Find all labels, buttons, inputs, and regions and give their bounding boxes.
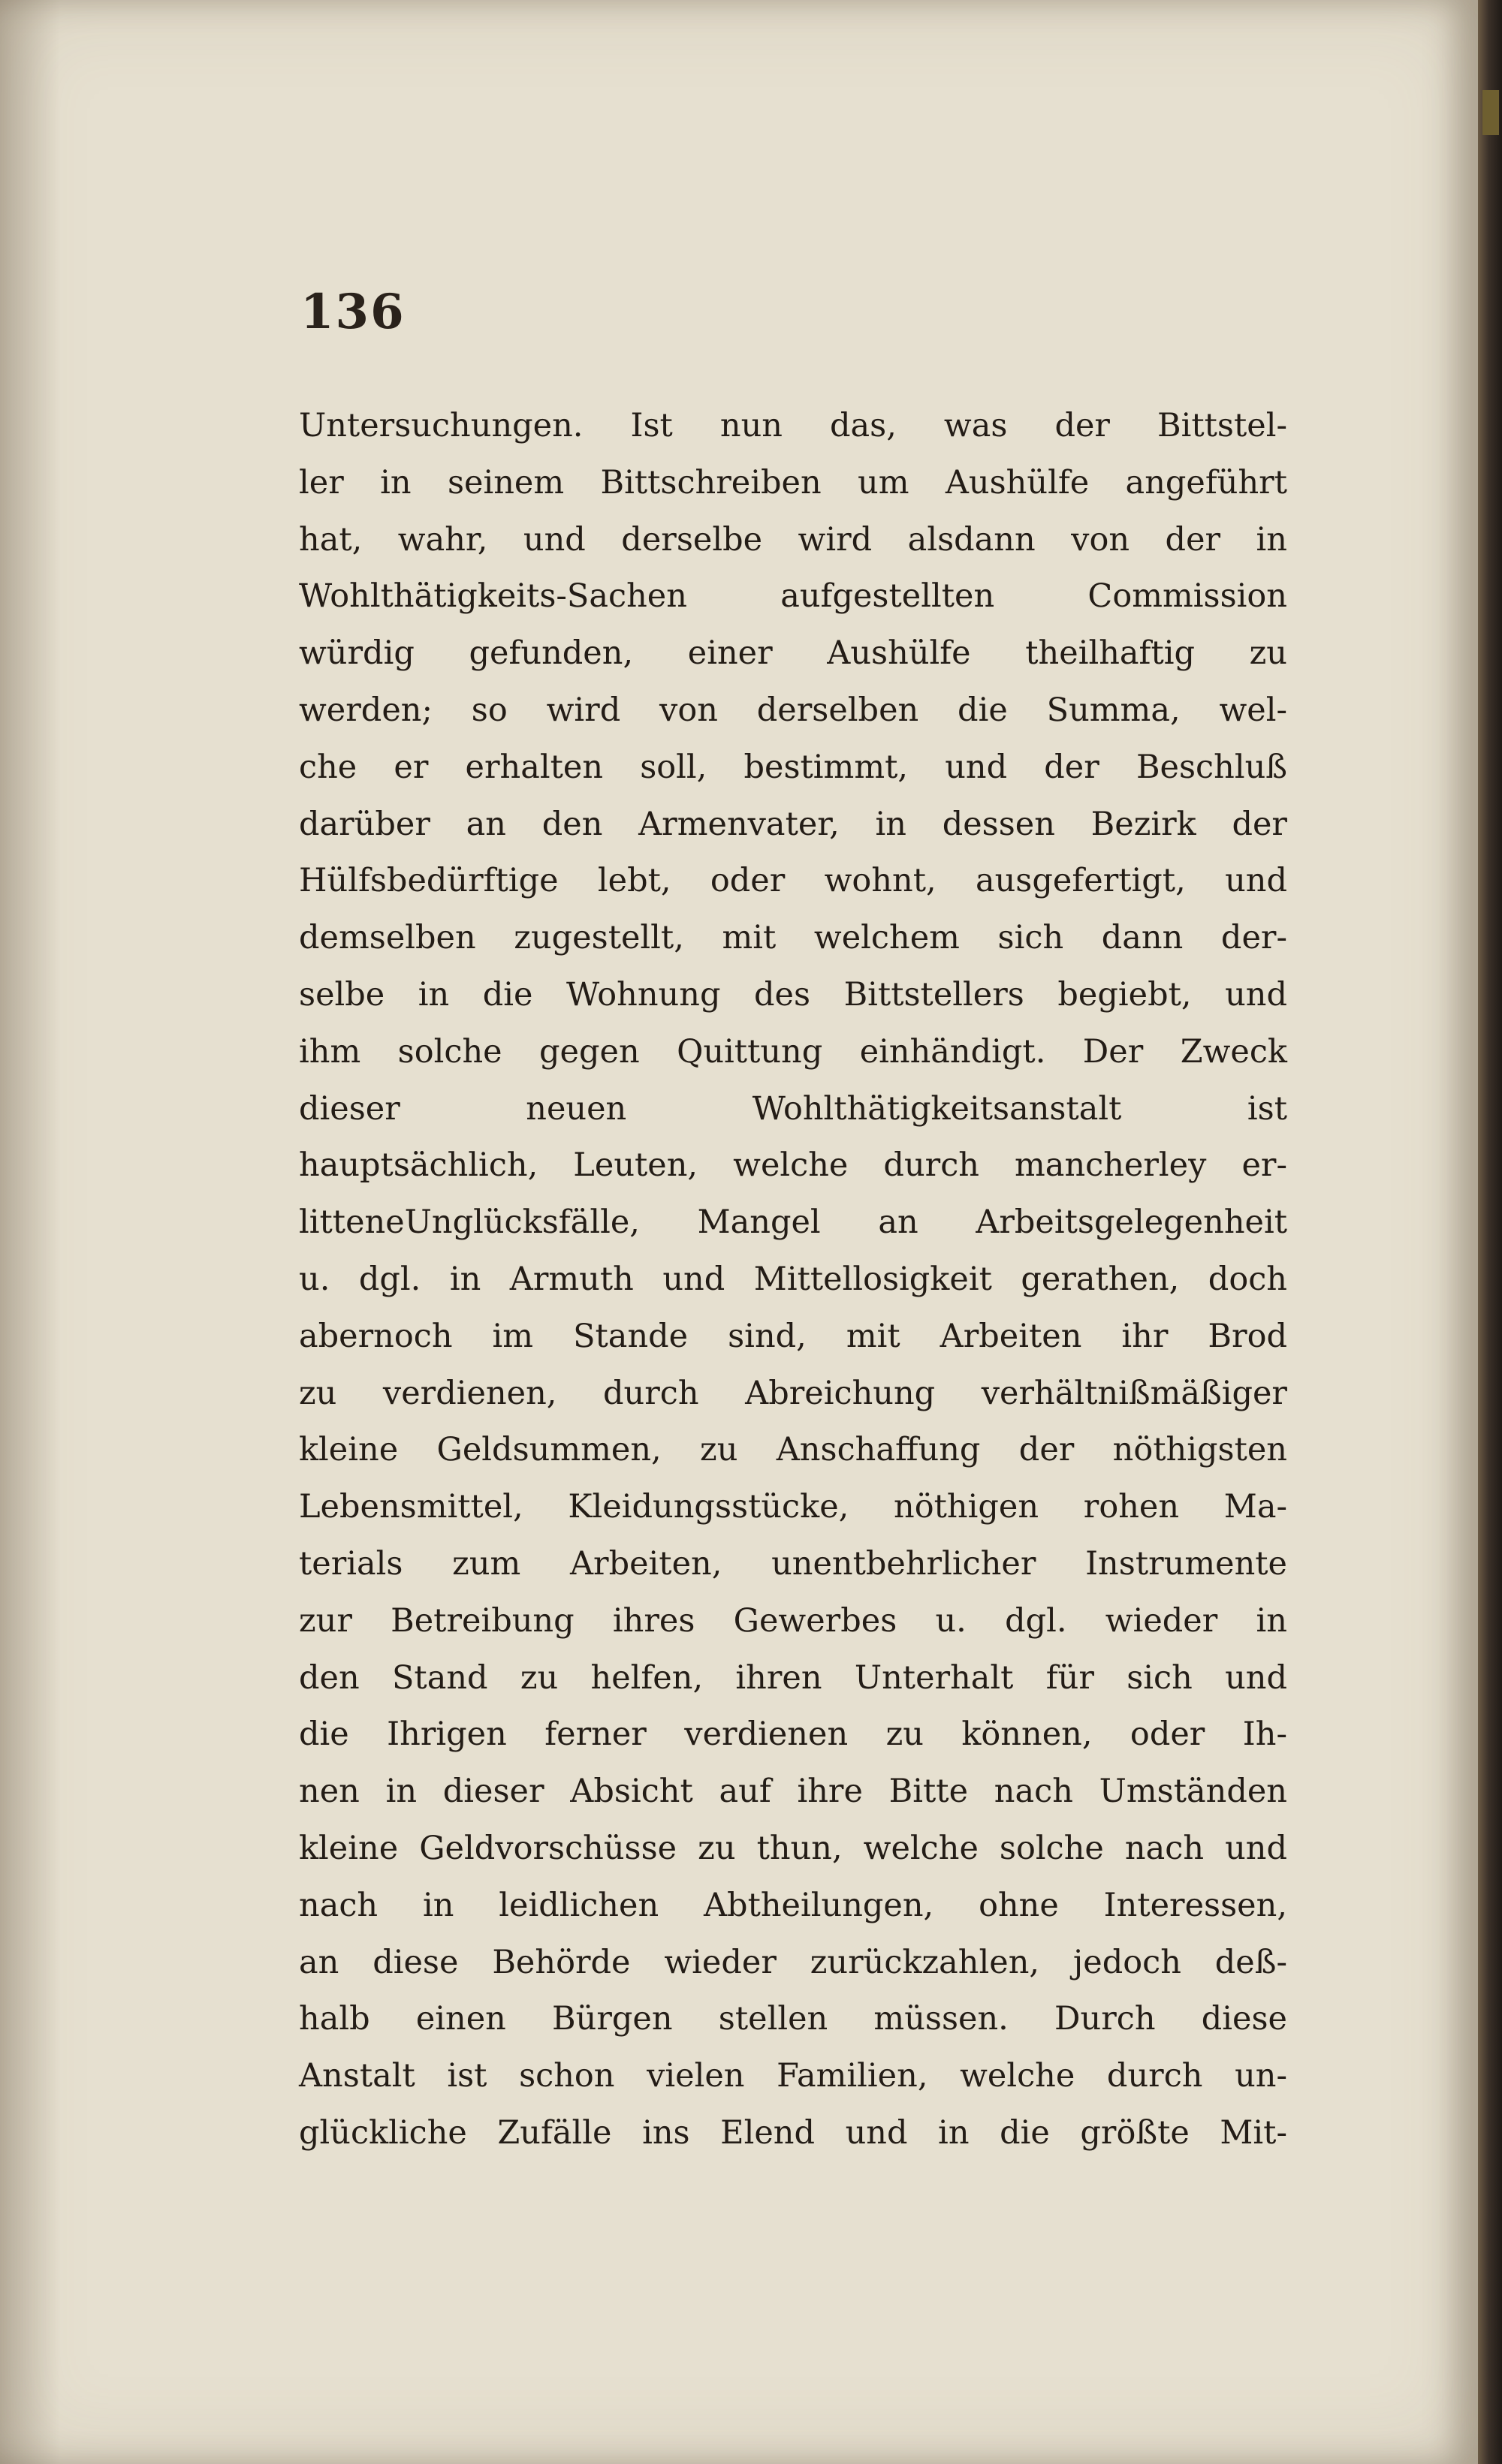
text-line: nen in dieser Absicht auf ihre Bitte nach Umständen [299, 1773, 1287, 1811]
page-gutter-shadow [0, 0, 60, 2464]
text-line: kleine Geldvorschüsse zu thun, welche solche nach und [299, 1829, 1287, 1867]
text-line: zur Betreibung ihres Gewerbes u. dgl. wieder in [299, 1601, 1287, 1640]
text-line: u. dgl. in Armuth und Mittellosigkeit gerathen, doch [299, 1260, 1287, 1298]
page-number: 136 [300, 284, 406, 340]
text-line: den Stand zu helfen, ihren Unterhalt für sich und [299, 1658, 1287, 1697]
text-line: ihm solche gegen Quittung einhändigt. Der Zweck [299, 1032, 1287, 1071]
body-text [299, 398, 1287, 2162]
text-line: an diese Behörde wieder zurückzahlen, jedoch deß- [299, 1943, 1287, 1981]
text-line: dieser neuen Wohlthätigkeitsanstalt ist [299, 1089, 1287, 1128]
text-line: hat, wahr, und derselbe wird alsdann von der in [299, 520, 1287, 559]
text-line: halb einen Bürgen stellen müssen. Durch diese [299, 2000, 1287, 2038]
text-line: Wohlthätigkeits-Sachen aufgestellten Commission [299, 577, 1287, 616]
text-line: die Ihrigen ferner verdienen zu können, oder Ih- [299, 1715, 1287, 1754]
text-line: zu verdienen, durch Abreichung verhältnißmäßiger [299, 1374, 1287, 1412]
text-line: selbe in die Wohnung des Bittstellers begiebt, und [299, 975, 1287, 1014]
text-line: kleine Geldsummen, zu Anschaffung der nöthigsten [299, 1431, 1287, 1469]
bookmark-tab [1482, 90, 1499, 135]
text-line: abernoch im Stande sind, mit Arbeiten ihr Brod [299, 1317, 1287, 1355]
text-line: hauptsächlich, Leuten, welche durch mancherley er- [299, 1146, 1287, 1185]
text-line: che er erhalten soll, bestimmt, und der Beschluß [299, 748, 1287, 786]
text-line: Lebensmittel, Kleidungsstücke, nöthigen rohen Ma- [299, 1488, 1287, 1526]
text-line: Anstalt ist schon vielen Familien, welche durch un- [299, 2057, 1287, 2095]
text-line: werden; so wird von derselben die Summa, wel- [299, 691, 1287, 729]
text-line: demselben zugestellt, mit welchem sich dann der- [299, 919, 1287, 957]
text-line: Hülfsbedürftige lebt, oder wohnt, ausgefertigt, und [299, 862, 1287, 900]
text-line: terials zum Arbeiten, unentbehrlicher Instrumente [299, 1544, 1287, 1583]
text-line: Untersuchungen. Ist nun das, was der Bittstel- [299, 407, 1287, 444]
text-line: würdig gefunden, einer Aushülfe theilhaftig zu [299, 634, 1287, 673]
text-line: nach in leidlichen Abtheilungen, ohne Interessen, [299, 1886, 1287, 1924]
text-line: litteneUnglücksfälle, Mangel an Arbeitsgelegenheit [299, 1203, 1287, 1242]
text-line: glückliche Zufälle ins Elend und in die größte Mit- [299, 2113, 1287, 2152]
book-edge [1478, 0, 1502, 2464]
text-line: darüber an den Armenvater, in dessen Bezirk der [299, 805, 1287, 843]
text-line: ler in seinem Bittschreiben um Aushülfe angeführt [299, 463, 1287, 502]
